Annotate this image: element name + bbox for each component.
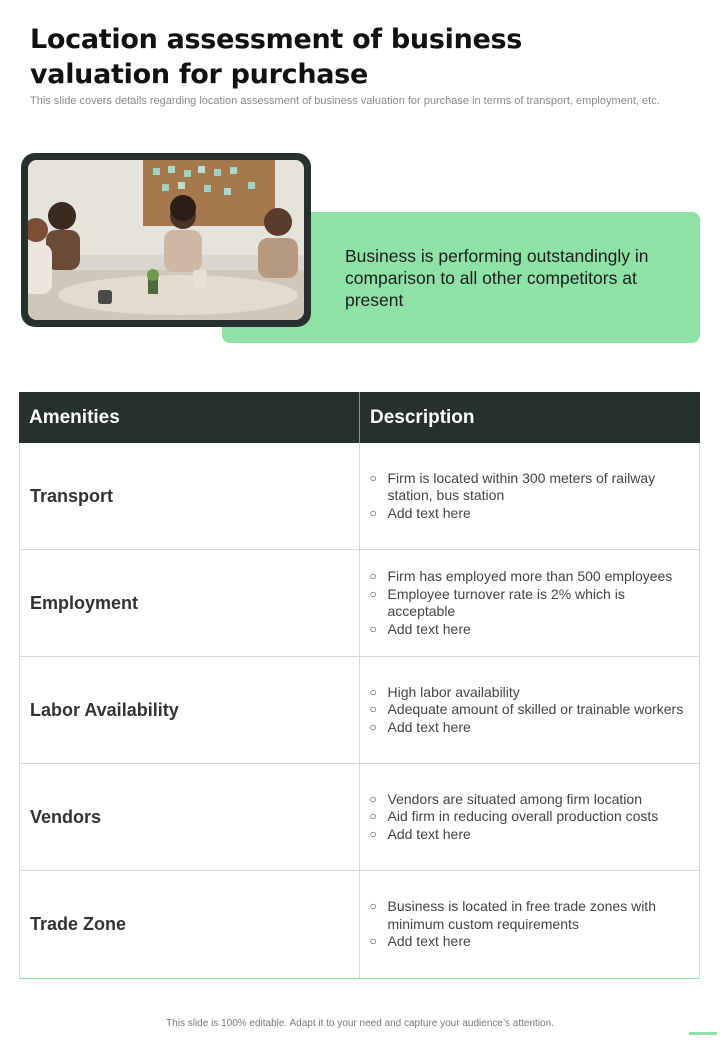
bullet-circle-icon: ○ (369, 621, 377, 636)
bullet-circle-icon: ○ (369, 791, 377, 806)
description-bullet (370, 701, 692, 719)
amenities-table (19, 392, 700, 979)
bullet-text: High labor availability (387, 683, 520, 700)
amenity-cell: Transport (20, 443, 360, 549)
description-bullet (370, 808, 692, 826)
description-bullet (370, 684, 692, 702)
team-meeting-illustration (28, 160, 304, 320)
bullet-circle-icon: ○ (369, 809, 377, 824)
table-row (19, 443, 700, 550)
footer-note: This slide is 100% editable. Adapt it to your need and capture your audience’s attention. (166, 1018, 554, 1029)
bullet-circle-icon: ○ (369, 934, 377, 949)
description-cell (360, 550, 700, 656)
amenity-cell: Employment (20, 550, 360, 656)
description-bullet (370, 826, 692, 844)
column-header-amenities: Amenities (19, 392, 360, 443)
bullet-circle-icon: ○ (369, 899, 377, 914)
highlight-text: Business is performing outstandingly in comparison to all other competitors at present (345, 246, 649, 310)
bullet-text: Add text here (387, 718, 471, 735)
description-cell (360, 657, 700, 763)
bullet-text: Aid firm in reducing overall production costs (387, 808, 659, 825)
bullet-circle-icon: ○ (369, 586, 377, 601)
bullet-text: Adequate amount of skilled or trainable workers (387, 701, 684, 718)
page-subtitle: This slide covers details regarding location assessment of business valuation for purchase in terms of transport, employment, etc. (30, 95, 660, 107)
bullet-circle-icon: ○ (369, 470, 377, 485)
description-bullet (370, 568, 692, 586)
description-bullet (370, 791, 692, 809)
bullet-text: Firm is located within 300 meters of railway station, bus station (387, 469, 656, 504)
table-row (19, 764, 700, 871)
bullet-circle-icon: ○ (369, 684, 377, 699)
corner-accent-bar (689, 1032, 717, 1035)
bullet-text: Add text here (387, 933, 471, 950)
description-cell (360, 871, 700, 978)
description-bullet (370, 933, 692, 951)
bullet-circle-icon: ○ (369, 702, 377, 717)
table-header (19, 392, 700, 443)
bullet-circle-icon: ○ (369, 719, 377, 734)
bullet-circle-icon: ○ (369, 569, 377, 583)
bullet-circle-icon: ○ (369, 826, 377, 841)
table-row (19, 550, 700, 657)
bullet-text: Add text here (387, 825, 471, 842)
description-bullet (370, 586, 692, 621)
amenity-cell: Vendors (20, 764, 360, 870)
bullet-text: Business is located in free trade zones with minimum custom requirements (387, 898, 656, 932)
bullet-text: Add text here (387, 504, 471, 521)
column-header-description: Description (370, 406, 475, 428)
bullet-text: Employee turnover rate is 2% which is acceptable (387, 585, 625, 619)
bullet-text: Vendors are situated among firm location (387, 790, 642, 807)
amenity-cell: Labor Availability (20, 657, 360, 763)
table-row (19, 871, 700, 979)
amenity-cell: Trade Zone (20, 871, 360, 978)
description-bullet (370, 898, 692, 933)
description-cell (360, 764, 700, 870)
team-meeting-photo (28, 160, 304, 320)
bullet-circle-icon: ○ (369, 505, 377, 520)
description-bullet (370, 621, 692, 639)
description-bullet (370, 470, 692, 505)
description-cell (360, 443, 700, 549)
description-bullet (370, 719, 692, 737)
table-row (19, 657, 700, 764)
description-bullet (370, 505, 692, 523)
bullet-text: Add text here (387, 620, 471, 637)
bullet-text: Firm has employed more than 500 employees (387, 568, 673, 584)
page-title: Location assessment of business valuation for purchase (30, 24, 523, 90)
